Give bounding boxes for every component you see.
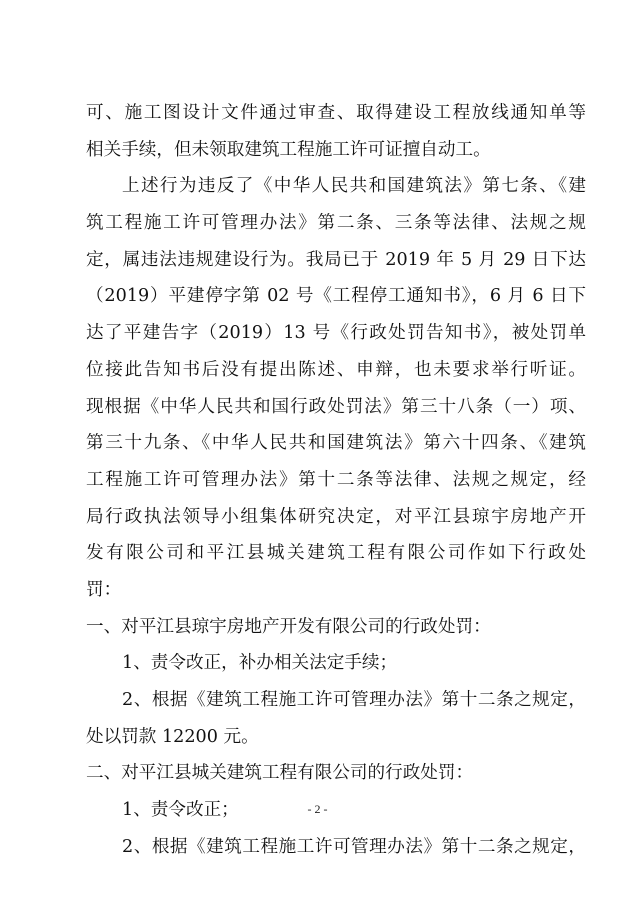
text-line: 处以罚款 12200 元。 xyxy=(86,726,259,747)
document-body xyxy=(86,95,586,865)
text-line: （2019）平建停字第 02 号《工程停工通知书》，6 月 6 日下 xyxy=(86,286,586,307)
text-line: 定，属违法违规建设行为。我局已于 2019 年 5 月 29 日下达 xyxy=(86,249,586,270)
text-line: 达了平建告字（2019）13 号《行政处罚告知书》，被处罚单 xyxy=(86,323,586,344)
list-item: 2、根据《建筑工程施工许可管理办法》第十二条之规定， xyxy=(122,690,586,710)
text-line: 发有限公司和平江县城关建筑工程有限公司作如下行政处 xyxy=(86,543,586,564)
text-line: 工程施工许可管理办法》第十二条等法律、法规之规定，经 xyxy=(86,469,586,490)
list-item: 1、责令改正，补办相关法定手续； xyxy=(122,653,398,674)
paragraph-start-line: 上述行为违反了《中华人民共和国建筑法》第七条、《建 xyxy=(122,176,586,197)
text-line: 筑工程施工许可管理办法》第二条、三条等法律、法规之规 xyxy=(86,213,586,234)
text-line: 可、施工图设计文件通过审查、取得建设工程放线通知单等 xyxy=(86,103,586,123)
text-line: 罚： xyxy=(86,579,122,600)
list-item: 2、根据《建筑工程施工许可管理办法》第十二条之规定， xyxy=(122,836,586,857)
section-heading-1: 一、对平江县琼宇房地产开发有限公司的行政处罚： xyxy=(86,616,491,637)
text-line: 位接此告知书后没有提出陈述、申辩，也未要求举行听证。 xyxy=(86,359,586,380)
text-line: 第三十九条、《中华人民共和国建筑法》第六十四条、《建筑 xyxy=(86,433,586,454)
text-line: 局行政执法领导小组集体研究决定，对平江县琼宇房地产开 xyxy=(86,506,586,527)
page-number: - 2 - xyxy=(307,802,328,816)
list-item: 1、责令改正； xyxy=(122,800,239,821)
section-heading-2: 二、对平江县城关建筑工程有限公司的行政处罚： xyxy=(86,763,474,784)
text-line: 现根据《中华人民共和国行政处罚法》第三十八条（一）项、 xyxy=(86,396,586,417)
text-line: 相关手续，但未领取建筑工程施工许可证擅自动工。 xyxy=(86,139,491,160)
